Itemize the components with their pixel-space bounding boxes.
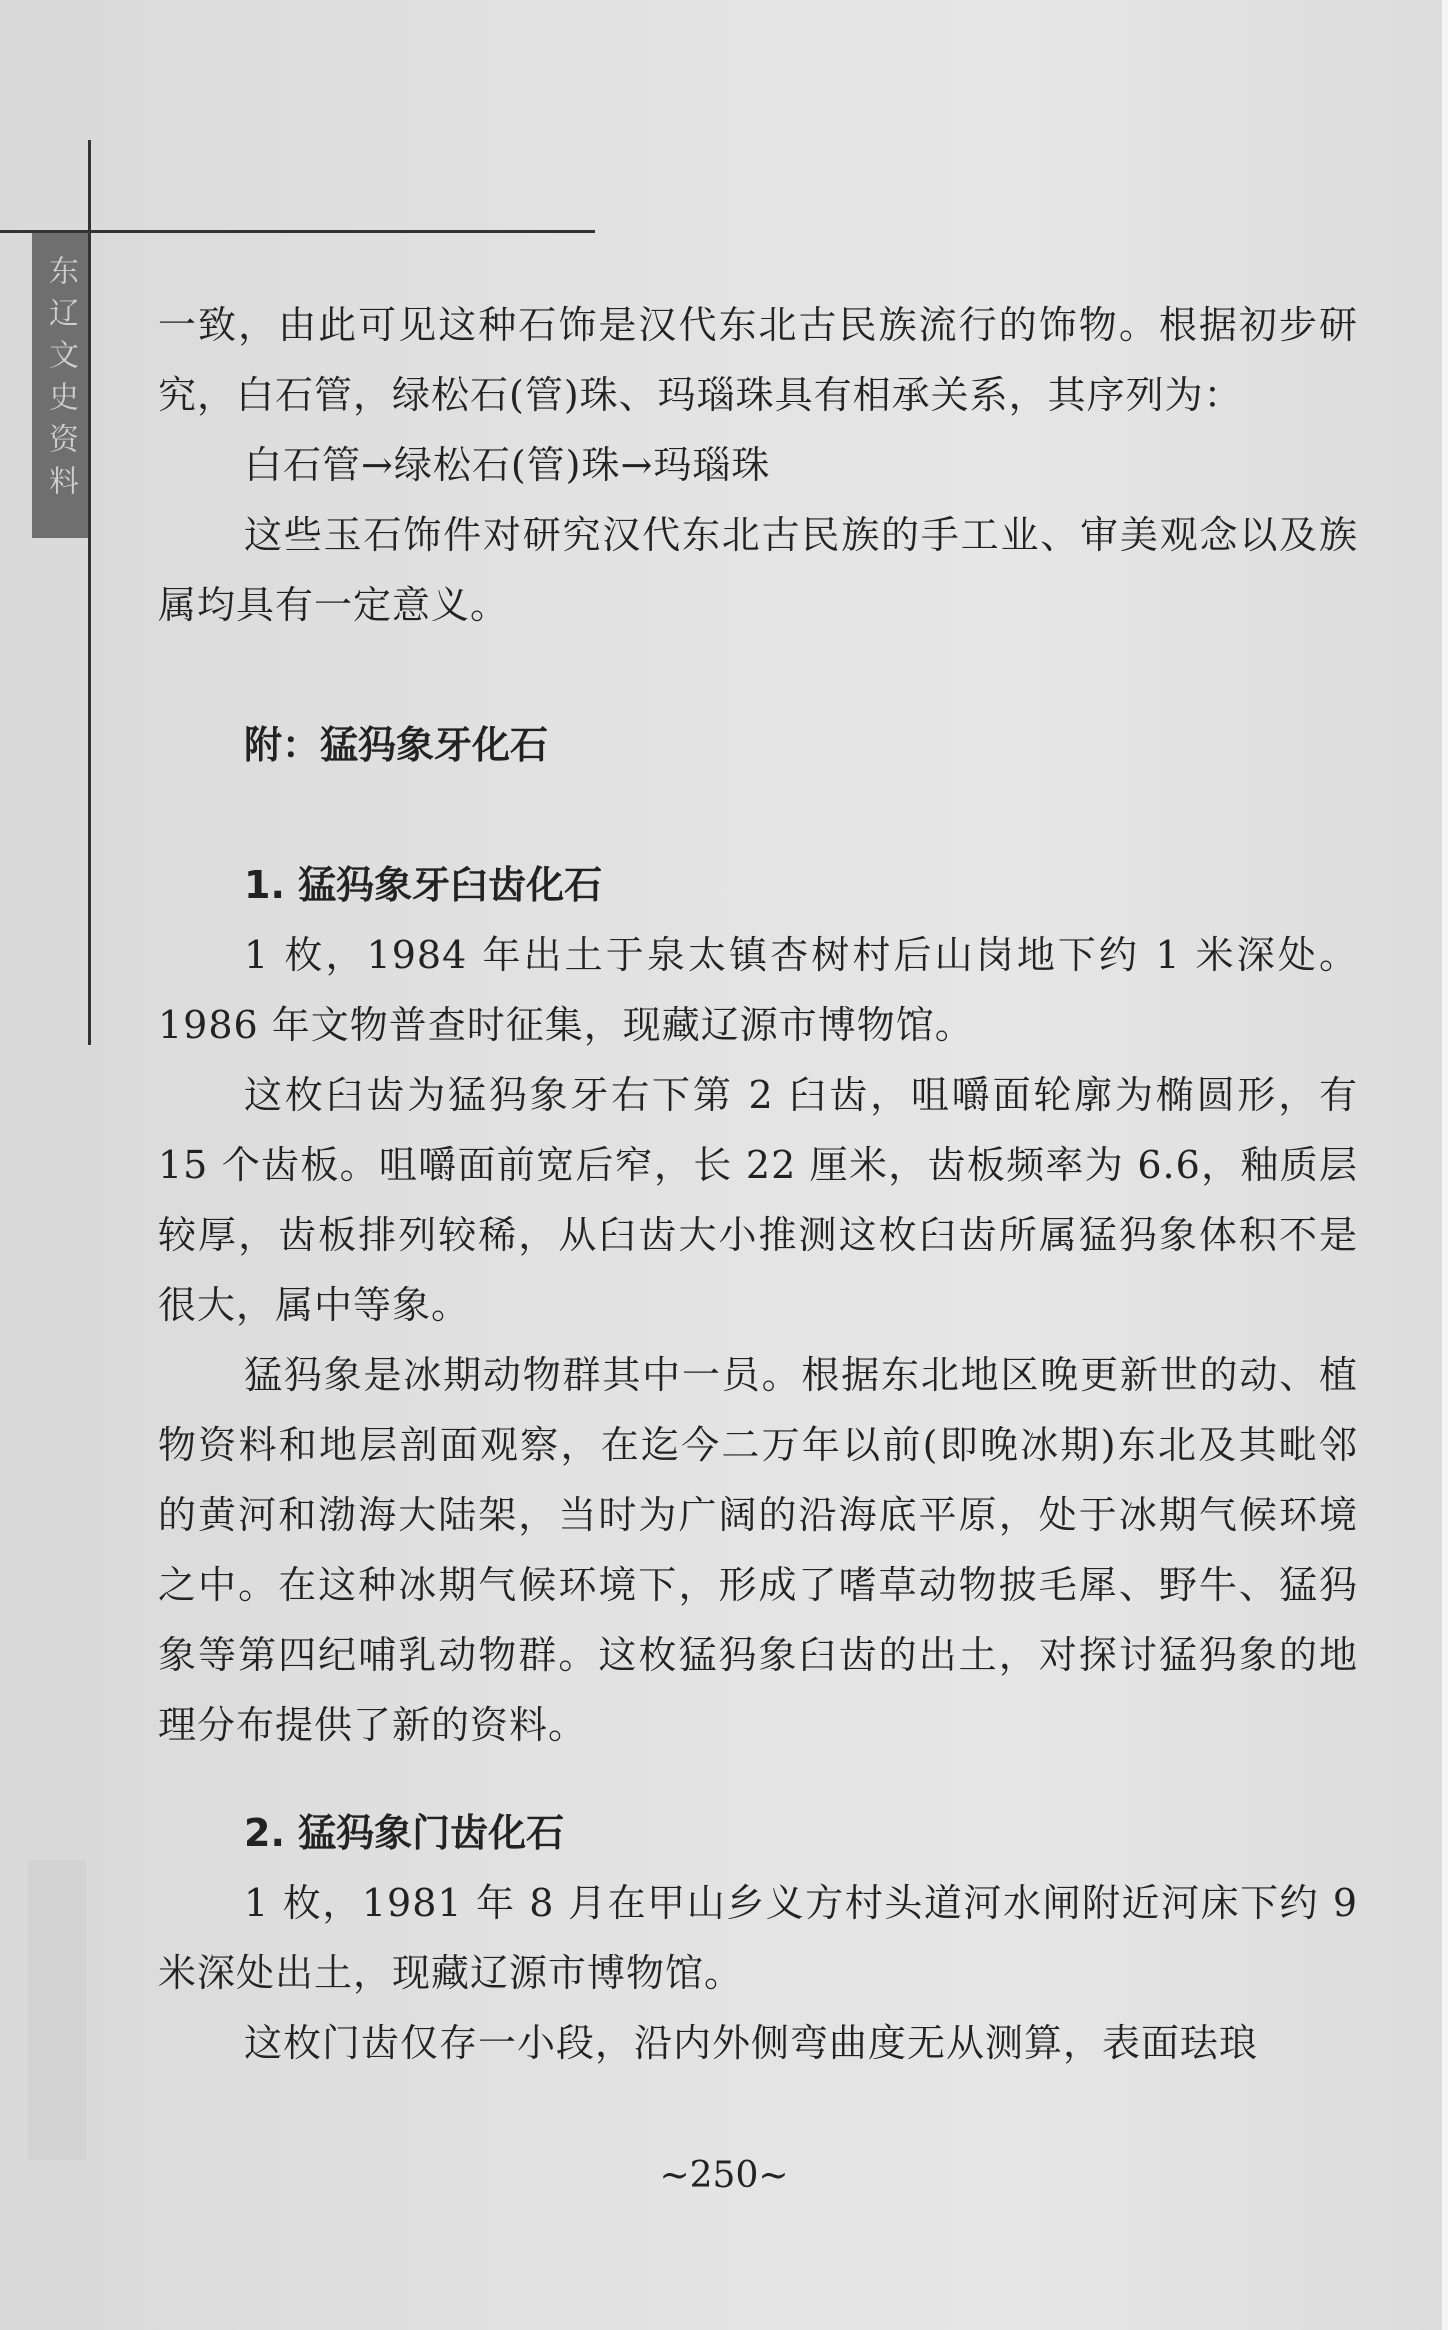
section-heading: 2. 猛犸象门齿化石 (244, 1811, 565, 1855)
horizontal-rule (0, 230, 595, 233)
side-tab (32, 233, 88, 538)
paragraph: 这枚臼齿为猛犸象牙右下第 2 臼齿，咀嚼面轮廓为椭圆形，有 15 个齿板。咀嚼面前宽后窄，长 22 厘米，齿板频率为 6.6，釉质层较厚，齿板排列较稀，从臼齿大小推测这枚臼齿所属猛犸象体积不是很大，属中等象。 (158, 1073, 1358, 1327)
paragraph: 猛犸象是冰期动物群其中一员。根据东北地区晚更新世的动、植物资料和地层剖面观察，在迄今二万年以前(即晚冰期)东北及其毗邻的黄河和渤海大陆架，当时为广阔的沿海底平原，处于冰期气候环境之中。在这种冰期气候环境下，形成了嗜草动物披毛犀、野牛、猛犸象等第四纪哺乳动物群。这枚猛犸象臼齿的出土，对探讨猛犸象的地理分布提供了新的资料。 (158, 1353, 1358, 1747)
spacer (158, 640, 1358, 710)
paragraph-continued: 一致，由此可见这种石饰是汉代东北古民族流行的饰物。根据初步研究，白石管，绿松石(管)珠、玛瑙珠具有相承关系，其序列为： (158, 303, 1358, 417)
spacer (158, 780, 1358, 850)
paragraph: 1 枚，1981 年 8 月在甲山乡义方村头道河水闸附近河床下约 9 米深处出土，现藏辽源市博物馆。 (158, 1881, 1358, 1995)
paragraph: 这枚门齿仅存一小段，沿内外侧弯曲度无从测算，表面珐琅 (244, 2021, 1259, 2065)
faded-side-tab (28, 1860, 86, 2160)
spacer (158, 1760, 1358, 1798)
side-tab-label: 东辽文史资料 (43, 255, 78, 507)
paragraph: 这些玉石饰件对研究汉代东北古民族的手工业、审美观念以及族属均具有一定意义。 (158, 513, 1358, 627)
page-body (158, 290, 1358, 2078)
paragraph: 1 枚，1984 年出土于泉太镇杏树村后山岗地下约 1 米深处。1986 年文物普查时征集，现藏辽源市博物馆。 (158, 933, 1358, 1047)
appendix-heading: 附：猛犸象牙化石 (244, 723, 549, 767)
vertical-rule (88, 140, 91, 1045)
section-heading: 1. 猛犸象牙臼齿化石 (244, 863, 603, 907)
sequence-line: 白石管→绿松石(管)珠→玛瑙珠 (244, 443, 771, 487)
page-edge (1442, 0, 1448, 2330)
page-number: ~250~ (659, 2155, 789, 2196)
